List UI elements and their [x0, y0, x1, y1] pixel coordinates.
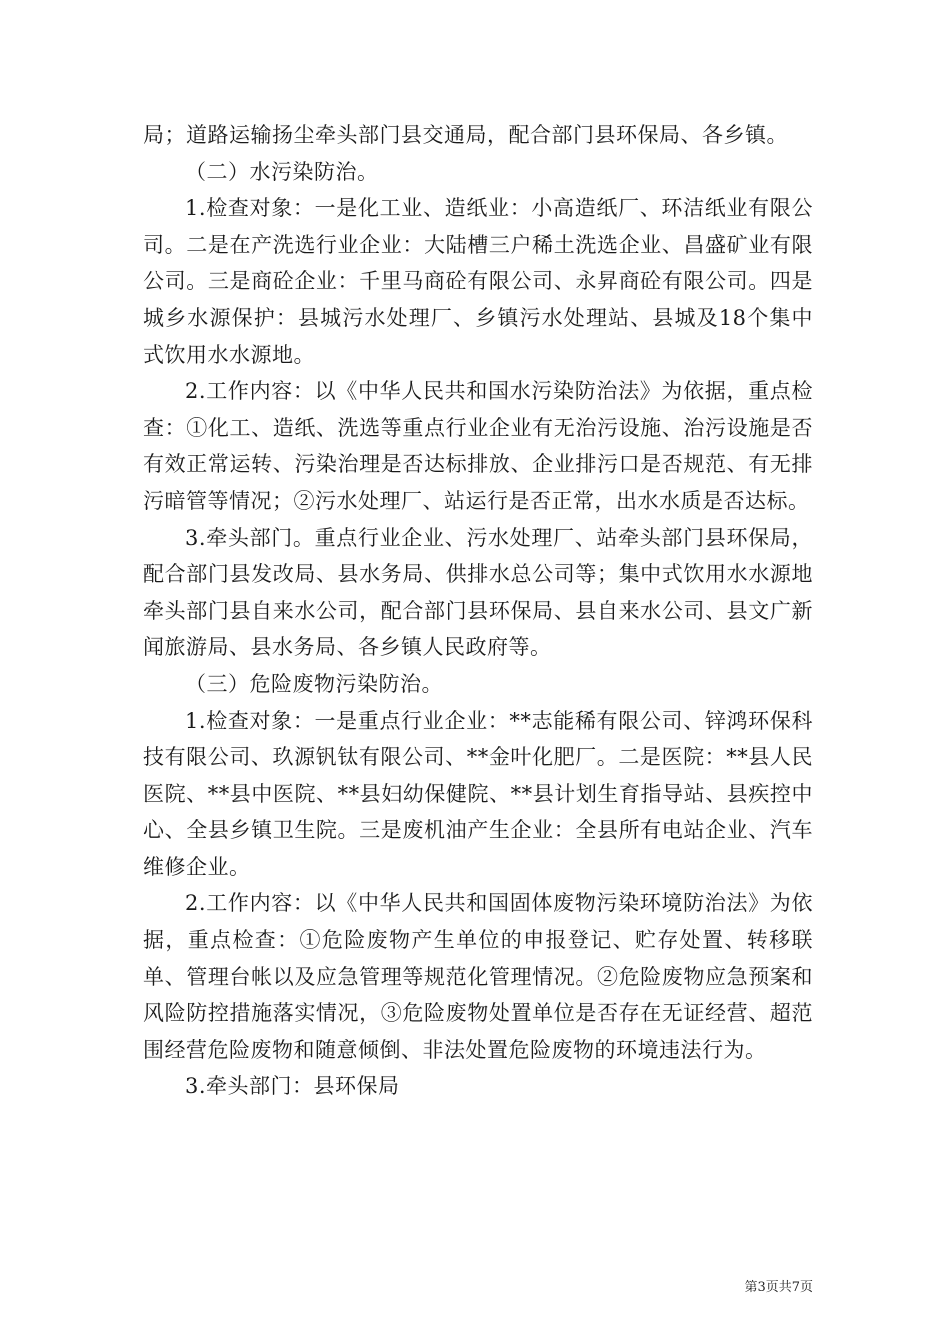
- paragraph-waste-lead-department: 3.牵头部门：县环保局: [185, 1074, 400, 1099]
- section-heading-hazardous-waste: （三）危险废物污染防治。: [185, 671, 443, 696]
- section-heading-water-pollution: （二）水污染防治。: [185, 159, 379, 184]
- page-number-footer: 第3页共7页: [744, 1280, 813, 1295]
- paragraph-water-work-content: 2.工作内容：以《中华人民共和国水污染防治法》为依据，重点检查：①化工、造纸、洗选等重点行业企业有无治污设施、治污设施是否有效正常运转、污染治理是否达标排放、企业排污口是否规范、有无排污暗管等情况；②污水处理厂、站运行是否正常，出水水质是否达标。: [143, 379, 813, 513]
- paragraph-continuation: 局；道路运输扬尘牵头部门县交通局，配合部门县环保局、各乡镇。: [143, 123, 788, 147]
- paragraph-waste-inspection-targets: 1.检查对象：一是重点行业企业：**志能稀有限公司、锌鸿环保科技有限公司、玖源钒钛有限公司、**金叶化肥厂。二是医院：**县人民医院、**县中医院、**县妇幼保健院、**县计划生育指导站、县疾控中心、全县乡镇卫生院。三是废机油产生企业：全县所有电站企业、汽车维修企业。: [143, 708, 813, 879]
- paragraph-water-inspection-targets: 1.检查对象：一是化工业、造纸业：小高造纸厂、环洁纸业有限公司。二是在产洗选行业企业：大陆槽三户稀土洗选企业、昌盛矿业有限公司。三是商砼企业：千里马商砼有限公司、永昇商砼有限公司。四是城乡水源保护：县城污水处理厂、乡镇污水处理站、县城及18个集中式饮用水水源地。: [143, 196, 813, 367]
- paragraph-water-lead-department: 3.牵头部门。重点行业企业、污水处理厂、站牵头部门县环保局，配合部门县发改局、县水务局、供排水总公司等；集中式饮用水水源地牵头部门县自来水公司，配合部门县环保局、县自来水公司、县文广新闻旅游局、县水务局、各乡镇人民政府等。: [143, 525, 813, 660]
- paragraph-waste-work-content: 2.工作内容：以《中华人民共和国固体废物污染环境防治法》为依据，重点检查：①危险废物产生单位的申报登记、贮存处置、转移联单、管理台帐以及应急管理等规范化管理情况。②危险废物应急预案和风险防控措施落实情况，③危险废物处置单位是否存在无证经营、超范围经营危险废物和随意倾倒、非法处置危险废物的环境违法行为。: [143, 891, 813, 1062]
- document-body: [143, 117, 813, 1105]
